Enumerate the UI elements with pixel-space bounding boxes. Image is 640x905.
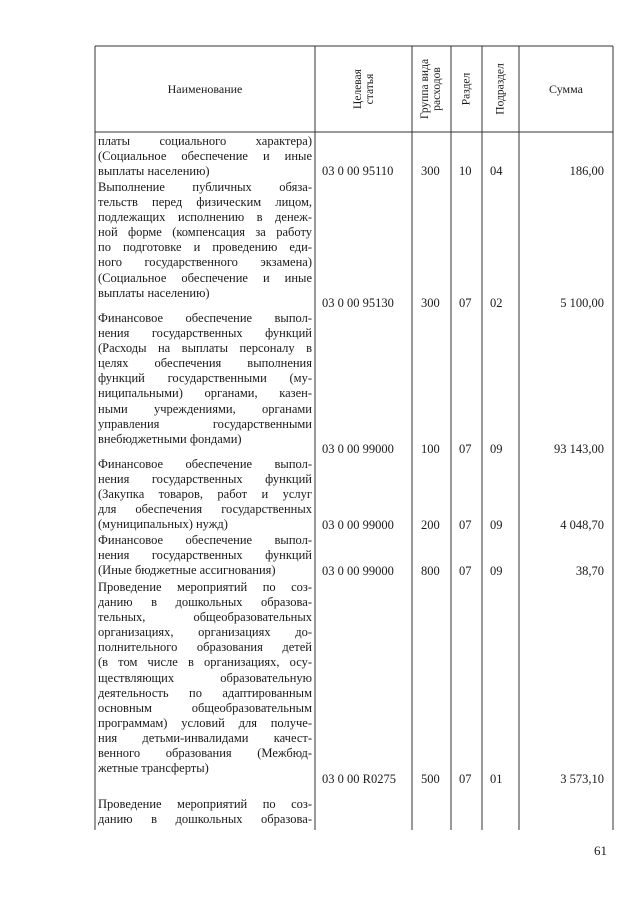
row-sum: 5 100,00 xyxy=(560,296,604,310)
row-group: 800 xyxy=(421,564,440,578)
row-group: 100 xyxy=(421,442,440,456)
header-section: Раздел xyxy=(460,72,473,106)
row-subsection: 09 xyxy=(490,564,503,578)
row-section: 07 xyxy=(459,772,472,786)
row-subsection: 01 xyxy=(490,772,503,786)
row-subsection: 04 xyxy=(490,164,503,178)
row-group: 200 xyxy=(421,518,440,532)
row-description: Выполнение публичных обяза- тельств перед физическим лицом, подлежащих исполнению в денеж- ной форме (компенсация за работу по подготовке и проведению еди- ного государственного экзамена) (Социальное обеспечение и иные выплаты населению) xyxy=(98,180,312,300)
row-subsection: 02 xyxy=(490,296,503,310)
row-group: 300 xyxy=(421,164,440,178)
row-subsection: 09 xyxy=(490,442,503,456)
row-code: 03 0 00 99000 xyxy=(322,442,394,456)
row-group: 300 xyxy=(421,296,440,310)
row-code: 03 0 00 R0275 xyxy=(322,772,396,786)
row-description: Проведение мероприятий по соз- данию в дошкольных образова- xyxy=(98,797,312,827)
row-section: 07 xyxy=(459,564,472,578)
row-code: 03 0 00 99000 xyxy=(322,518,394,532)
row-sum: 186,00 xyxy=(569,164,604,178)
row-description: Финансовое обеспечение выпол- нения государственных функций (Расходы на выплаты персоналу в целях обеспечения выполнения функций государственными (му- ниципальными) органами, казен- ными учреждениями, органами управления государственными внебюджетными фондами) xyxy=(98,311,312,446)
row-description: платы социального характера) (Социальное обеспечение и иные выплаты населению) xyxy=(98,134,312,179)
row-code: 03 0 00 99000 xyxy=(322,564,394,578)
row-description: Проведение мероприятий по соз- данию в дошкольных образова- тельных, общеобразовательных организациях, организациях до- полнительного образования детей (в том числе в организациях, осу- ществляющих образовательную деятельность по адаптированным основным общеобразовательным программам) условий для получе- ния детьми-инвалидами качест- венного образования (Межбюд- жетные трансферты) xyxy=(98,580,312,776)
row-section: 07 xyxy=(459,296,472,310)
header-target-article: Целевая статья xyxy=(351,69,376,109)
row-sum: 93 143,00 xyxy=(554,442,604,456)
row-sum: 38,70 xyxy=(575,564,604,578)
header-expense-group: Группа вида расходов xyxy=(419,58,444,120)
row-section: 10 xyxy=(459,164,472,178)
row-section: 07 xyxy=(459,518,472,532)
row-code: 03 0 00 95130 xyxy=(322,296,394,310)
row-code: 03 0 00 95110 xyxy=(322,164,394,178)
header-sum: Сумма xyxy=(549,81,583,96)
row-description: Финансовое обеспечение выпол- нения государственных функций (Закупка товаров, работ и услуг для обеспечения государственных (муниципальных) нужд) xyxy=(98,457,312,532)
row-sum: 4 048,70 xyxy=(560,518,604,532)
row-group: 500 xyxy=(421,772,440,786)
row-section: 07 xyxy=(459,442,472,456)
row-description: Финансовое обеспечение выпол- нения государственных функций (Иные бюджетные ассигнования) xyxy=(98,533,312,578)
row-sum: 3 573,10 xyxy=(560,772,604,786)
header-subsection: Подраздел xyxy=(494,63,507,115)
row-subsection: 09 xyxy=(490,518,503,532)
header-name: Наименование xyxy=(167,81,243,96)
page-number: 61 xyxy=(594,843,607,858)
